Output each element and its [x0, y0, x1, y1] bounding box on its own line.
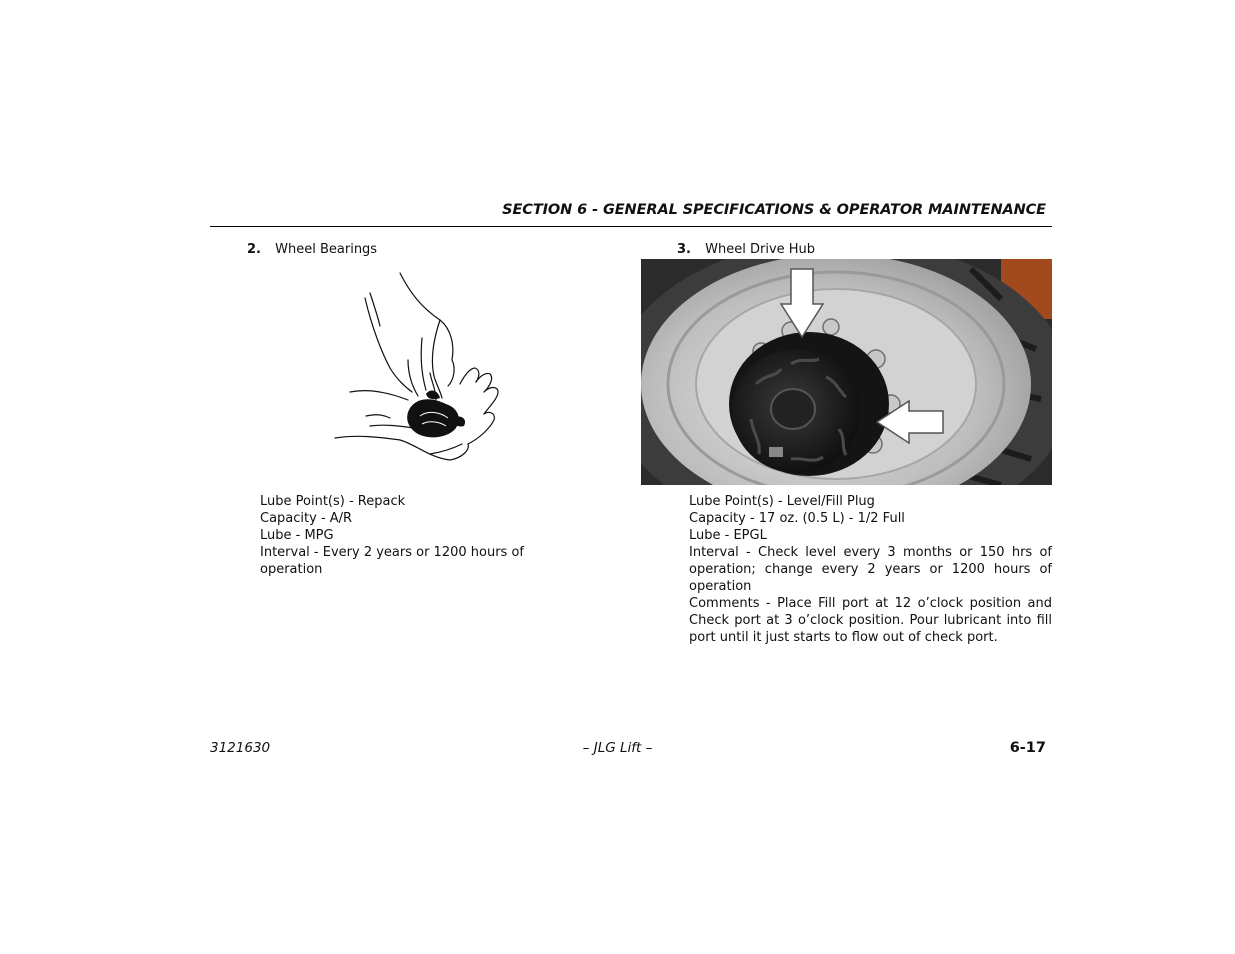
spec-lube-point: Lube Point(s) - Repack [260, 494, 406, 509]
spec-lube: Lube - MPG [260, 528, 334, 543]
footer-page-number: 6-17 [1009, 740, 1046, 756]
wheel-bearing-repack-illustration [330, 268, 505, 468]
step-number: 2. [247, 242, 261, 257]
spec-lube: Lube - EPGL [689, 528, 767, 543]
footer-brand: – JLG Lift – [582, 740, 653, 756]
wheel-drive-hub-photo [641, 259, 1052, 485]
step-heading-wheel-bearings [247, 242, 377, 257]
hands-packing-bearing-icon [330, 268, 505, 468]
spec-interval: Interval - Every 2 years or 1200 hours of operation [260, 545, 524, 577]
step-number: 3. [677, 242, 691, 257]
spec-capacity: Capacity - 17 oz. (0.5 L) - 1/2 Full [689, 511, 905, 526]
section-header-title: SECTION 6 - GENERAL SPECIFICATIONS & OPERATOR MAINTENANCE [502, 202, 1046, 218]
spec-interval: Interval - Check level every 3 months or 150 hrs of operation; change every 2 years or 1200 hours of operation [689, 545, 1052, 594]
spec-lube-point: Lube Point(s) - Level/Fill Plug [689, 494, 875, 509]
step-heading-wheel-drive-hub [677, 242, 815, 257]
footer-doc-number: 3121630 [210, 740, 271, 756]
wheel-bearing-specs [260, 493, 580, 578]
spec-capacity: Capacity - A/R [260, 511, 353, 526]
step-title: Wheel Drive Hub [705, 242, 816, 257]
step-title: Wheel Bearings [275, 242, 378, 257]
header-divider [210, 226, 1052, 227]
wheel-drive-hub-specs [689, 493, 1052, 646]
wheel-hub-image [641, 259, 1052, 485]
spec-comments: Comments - Place Fill port at 12 o’clock position and Check port at 3 o’clock position. Pour lubricant into fill port until it just starts to flow out of check port. [689, 596, 1052, 645]
